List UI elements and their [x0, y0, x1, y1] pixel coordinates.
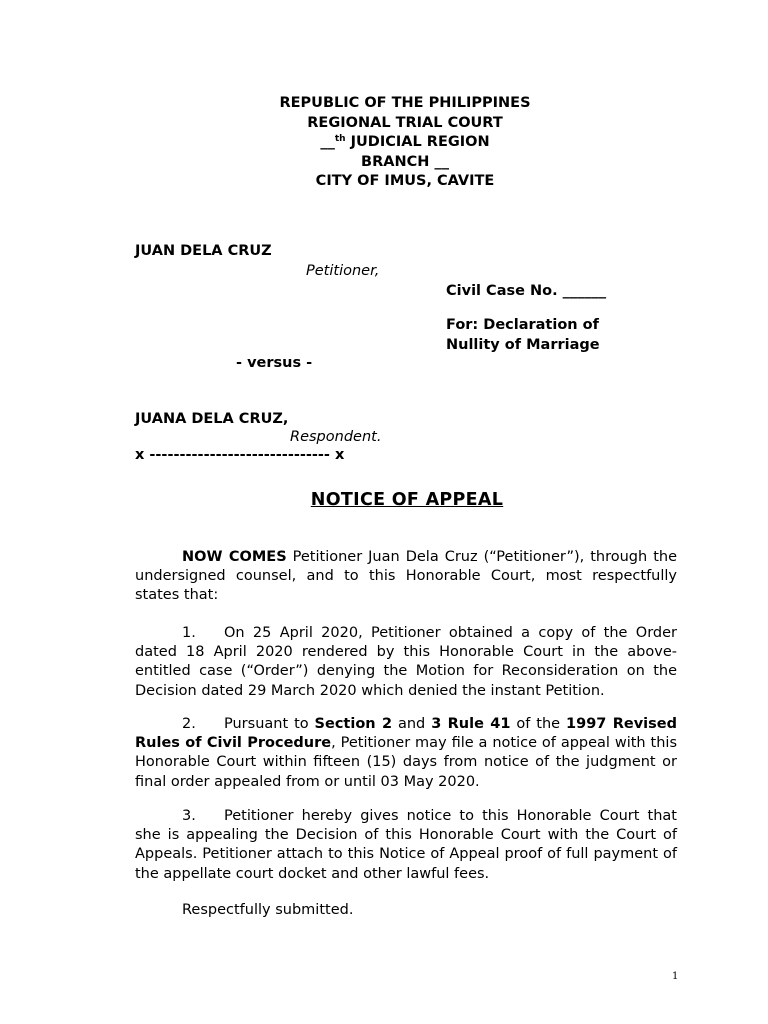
- header-region-blank: __: [320, 134, 335, 150]
- paragraph-2-number: 2.: [182, 716, 196, 732]
- paragraph-2-rules-title: 1997 Revised Rules of Civil Procedure: [135, 716, 677, 752]
- page-number: 1: [672, 971, 679, 982]
- header-republic: REPUBLIC OF THE PHILIPPINES: [279, 95, 531, 111]
- paragraph-1: [135, 624, 677, 701]
- paragraph-2-of: of the: [510, 716, 567, 732]
- header-city: CITY OF IMUS, CAVITE: [315, 173, 495, 189]
- case-nature-line1: For: Declaration of: [446, 317, 599, 333]
- header-region-sup: th: [334, 134, 346, 144]
- caption-separator: x ------------------------------ x: [135, 447, 345, 463]
- header-court: REGIONAL TRIAL COURT: [307, 114, 503, 131]
- closing-line: Respectfully submitted.: [182, 902, 354, 918]
- intro-text: Petitioner Juan Dela Cruz (“Petitioner”), through the undersigned counsel, and to this Honorable Court, most respectfully states that:: [135, 549, 677, 604]
- paragraph-2-post: , Petitioner may file a notice of appeal with this Honorable Court within fifteen (15) days from notice of the judgment or final order appealed from or until 03 May 2020.: [135, 735, 677, 790]
- document-title: NOTICE OF APPEAL: [310, 490, 504, 510]
- respondent-role: Respondent.: [290, 429, 382, 445]
- paragraph-3-text: Petitioner hereby gives notice to this Honorable Court that she is appealing the Decision of this Honorable Court with the Court of Appeals. Petitioner attach to this Notice of Appeal proof of full payment of the appellate court docket and other lawful fees.: [135, 808, 677, 882]
- petitioner-role: Petitioner,: [306, 263, 380, 279]
- petitioner-name: JUAN DELA CRUZ: [135, 243, 272, 259]
- header-region: [0, 133, 768, 153]
- paragraph-1-text: On 25 April 2020, Petitioner obtained a copy of the Order dated 18 April 2020 rendered by this Honorable Court in the above-entitled case (“Order”) denying the Motion for Reconsideration on the Decision dated 29 March 2020 which denied the instant Petition.: [135, 625, 677, 699]
- case-nature-line2: Nullity of Marriage: [446, 337, 600, 353]
- paragraph-3: [135, 807, 677, 884]
- header-branch: BRANCH __: [361, 153, 449, 170]
- paragraph-2-rule: 3 Rule 41: [431, 716, 511, 732]
- paragraph-2-pre: Pursuant to: [224, 716, 315, 732]
- court-header: [0, 94, 768, 192]
- intro-bold: NOW COMES: [182, 549, 287, 565]
- header-region-text: JUDICIAL REGION: [345, 134, 490, 150]
- versus-label: - versus -: [236, 355, 313, 371]
- paragraph-1-number: 1.: [182, 625, 196, 641]
- respondent-name: JUANA DELA CRUZ,: [135, 411, 289, 427]
- paragraph-2-and: and: [392, 716, 432, 732]
- case-number: Civil Case No. ______: [446, 283, 607, 299]
- intro-paragraph: [135, 548, 677, 606]
- paragraph-3-number: 3.: [182, 808, 196, 824]
- paragraph-2-section: Section 2: [314, 716, 393, 732]
- paragraph-2: [135, 715, 677, 792]
